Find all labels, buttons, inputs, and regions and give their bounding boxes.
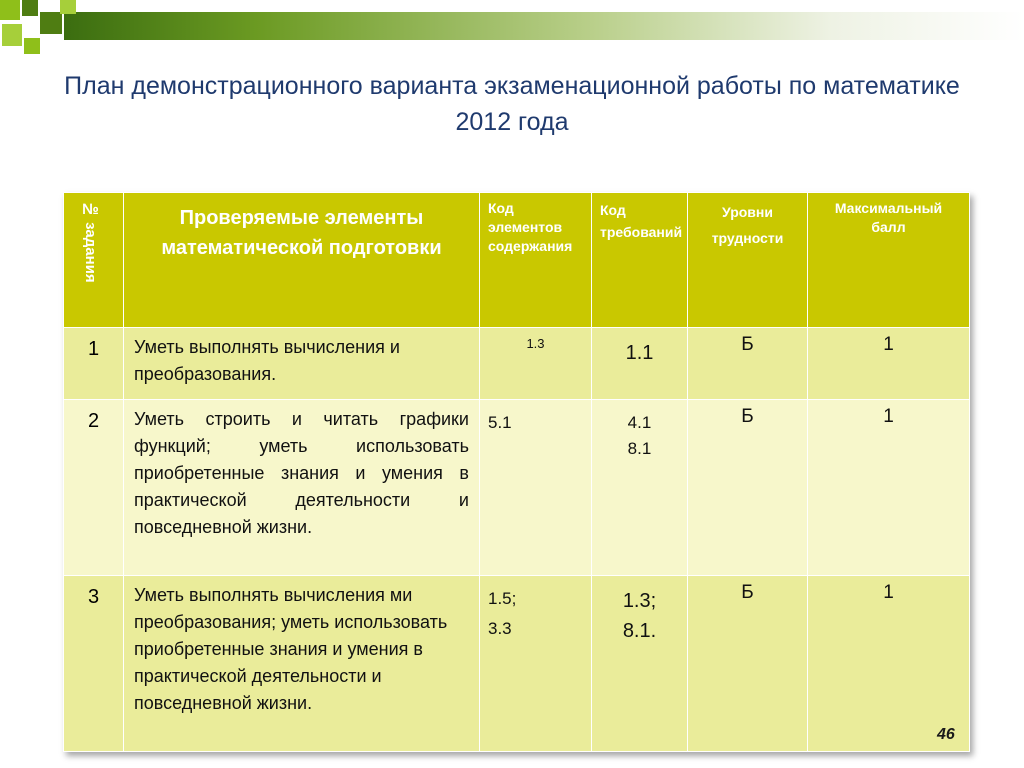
decorative-top-bar <box>0 0 1024 54</box>
table-row <box>64 400 970 576</box>
requirement-code-line: 8.1. <box>622 620 657 642</box>
exam-plan-table <box>63 192 970 752</box>
max-score: 1 <box>808 400 970 576</box>
max-score: 1 <box>808 576 970 752</box>
decor-square <box>40 12 62 34</box>
requirement-code-line: 1.3; <box>622 590 657 612</box>
difficulty-level: Б <box>688 328 808 400</box>
header-elements: Проверяемые элементы математической подготовки <box>124 193 480 328</box>
difficulty-level: Б <box>688 576 808 752</box>
table-row <box>64 328 970 400</box>
header-content-code: Код элементов содержания <box>480 193 592 328</box>
task-number: 1 <box>64 328 124 400</box>
table-header-row <box>64 193 970 328</box>
content-code-line: 1.5; <box>488 589 517 608</box>
page-number: 46 <box>937 726 955 743</box>
task-description: Уметь выполнять вычисления и преобразования. <box>124 328 480 400</box>
requirement-code-line: 8.1 <box>627 439 652 458</box>
decor-square <box>2 24 22 46</box>
header-levels: Уровни трудности <box>688 193 808 328</box>
header-task-no: № задания <box>64 193 124 328</box>
content-code: 5.1 <box>480 400 592 576</box>
content-code: 1.3 <box>480 328 592 400</box>
header-req-code: Код требований <box>592 193 688 328</box>
table-row <box>64 576 970 752</box>
requirement-code-line: 4.1 <box>627 413 652 432</box>
difficulty-level: Б <box>688 400 808 576</box>
requirement-code: 1.1 <box>592 328 688 400</box>
requirement-code <box>592 400 688 576</box>
task-number: 2 <box>64 400 124 576</box>
gradient-strip <box>64 12 1024 40</box>
content-code-line: 3.3 <box>488 619 512 638</box>
task-number: 3 <box>64 576 124 752</box>
decor-square <box>22 0 38 16</box>
requirement-code <box>592 576 688 752</box>
decor-square <box>0 0 20 20</box>
task-description: Уметь строить и читать графики функций; уметь использовать приобретенные знания и умения в практической деятельности и повседневной жизни. <box>124 400 480 576</box>
decor-square <box>24 38 40 54</box>
header-max-score: Максимальный балл <box>808 193 970 328</box>
max-score: 1 <box>808 328 970 400</box>
content-code <box>480 576 592 752</box>
task-description: Уметь выполнять вычисления ми преобразования; уметь использовать приобретенные знания и умения в практической деятельности и повседневной жизни. <box>124 576 480 752</box>
slide-title: План демонстрационного варианта экзаменационной работы по математике 2012 года <box>64 72 960 136</box>
decor-square <box>60 0 76 14</box>
